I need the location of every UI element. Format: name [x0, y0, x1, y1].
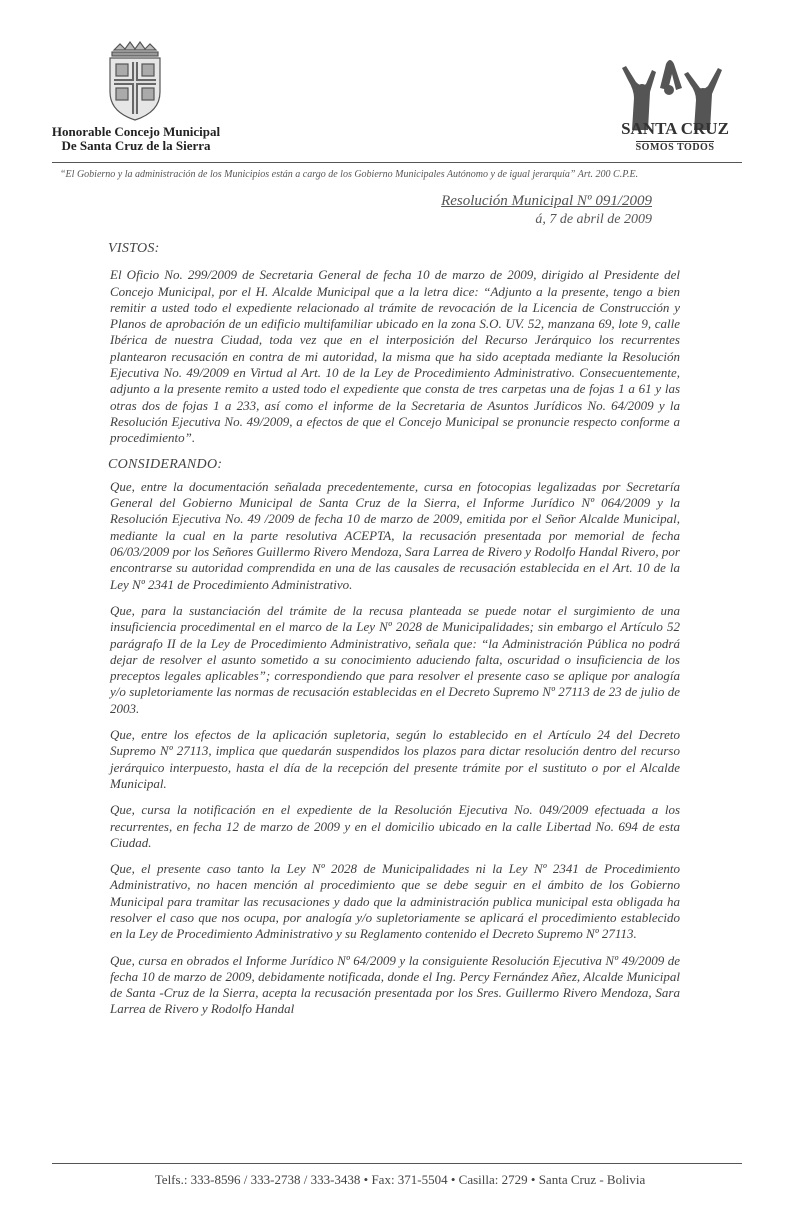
santa-cruz-brand: [610, 120, 740, 155]
footer-divider: [52, 1163, 742, 1164]
header-divider: [52, 162, 742, 163]
paragraph-considerando-5: Que, el presente caso tanto la Ley Nº 2028 de Municipalidades ni la Ley Nº 2341 de Procedimiento Administrativo, no hacen mención al procedimiento que se debe seguir en el ámbito de los Gobierno Municipal para tramitar las recusaciones y dado que la administración publica municipal esta obligada ha resolver el caso que nos ocupa, por analogía y/o supletoriamente se aplicará el procedimiento establecido en la Ley de Procedimiento Administrativo y su Reglamento contenido el Decreto Supremo Nº 27113.: [110, 861, 680, 942]
section-heading-vistos: VISTOS:: [108, 241, 160, 256]
council-name: [36, 125, 236, 153]
paragraph-considerando-2: Que, para la sustanciación del trámite de la recusa planteada se puede notar el surgimiento de una insuficiencia procedimental en el marco de la Ley Nº 2028 de Municipalidades; sin embargo el Artículo 52 parágrafo II de la Ley de Procedimiento Administrativo, señala que: “la Administración Pública no podrá dejar de resolver el asunto sometido a su conocimiento aduciendo falta, oscuridad o insuficiencia de los preceptos legales aplicables”; correspondiendo que para resolver el presente caso se aplique por analogía y/o supletoriamente las normas de recusación establecidas en el Decreto Supremo Nº 27113 de 23 de julio de 2003.: [110, 602, 680, 716]
brand-slogan: SOMOS TODOS: [635, 142, 715, 153]
document-body: [110, 241, 680, 1028]
resolution-date: á, 7 de abril de 2009: [535, 212, 652, 227]
municipal-crest-icon: [100, 36, 170, 124]
council-line-2: De Santa Cruz de la Sierra: [61, 138, 211, 153]
paragraph-considerando-4: Que, cursa la notificación en el expediente de la Resolución Ejecutiva No. 049/2009 efectuada a los recurrentes, en fecha 12 de marzo de 2009 y en el domicilio ubicado en la calle Libertad No. 694 de esta Ciudad.: [110, 802, 680, 850]
council-line-1: Honorable Concejo Municipal: [51, 124, 221, 139]
paragraph-vistos: El Oficio No. 299/2009 de Secretaria General de fecha 10 de marzo de 2009, dirigido al Presidente del Concejo Municipal, por el H. Alcalde Municipal que a la letra dice: “Adjunto a la presente, tengo a bien remitir a usted todo el expediente relacionado al trámite de revocación de la Licencia de Construcción y Planos de aprobación de un edificio multifamiliar ubicado en la zona S.O. UV. 52, manzana 69, lote 9, calle Ibérica de nuestra Ciudad, toda vez que en el interposición del Recurso Jerárquico los recurrentes plantearon recusación en contra de mi autoridad, la misma que ha sido aceptada mediante la Resolución Ejecutiva No. 49/2009 en Virtud al Art. 10 de la Ley de Procedimiento Administrativo. Consecuentemente, adjunto a la presente remito a usted todo el expediente que consta de tres carpetas una de fojas 1 a 61 y las otras dos de fojas 1 a 233, así como el informe de la Secretaria de Asuntos Jurídicos No. 64/2009 y la Resolución Ejecutiva No. 49/2009, a efectos de que el Concejo Municipal se pronuncie respecto conforme a procedimiento”.: [110, 267, 680, 446]
paragraph-considerando-3: Que, entre los efectos de la aplicación supletoria, según lo establecido en el Artículo 24 del Decreto Supremo Nº 27113, implica que quedarán suspendidos los plazos para dictar resolución dentro del recurso jerárquico interpuesto, hasta el día de la recepción del presente trámite por el sustituto o por el Alcalde Municipal.: [110, 727, 680, 791]
paragraph-considerando-1: Que, entre la documentación señalada precedentemente, cursa en fotocopias legalizadas por Secretaría General del Gobierno Municipal de Santa Cruz de la Sierra, el Informe Jurídico Nº 064/2009 y la Resolución Ejecutiva No. 49 /2009 de fecha 10 de marzo de 2009, emitida por el Señor Alcalde Municipal, mediante la cual en la parte resolutiva ACEPTA, la recusación presentada por memorial de fecha 06/03/2009 por los Señores Guillermo Rivero Mendoza, Sara Larrea de Rivero y Rodolfo Handal Rivero, por encontrarse su autoridad comprendida en una de las causales de recusación establecida en el Art. 10 de la Ley Nº 2341 de Procedimiento Administrativo.: [110, 478, 680, 592]
resolution-title: Resolución Municipal Nº 091/2009: [441, 193, 652, 209]
section-heading-considerando: CONSIDERANDO:: [108, 456, 223, 472]
constitutional-motto: “El Gobierno y la administración de los Municipios están a cargo de los Gobierno Municipales Autónomo y de igual jerarquía” Art. 200 C.P.E.: [60, 169, 639, 180]
santa-cruz-figures-icon: [612, 50, 732, 130]
paragraph-considerando-6: Que, cursa en obrados el Informe Jurídico Nº 64/2009 y la consiguiente Resolución Ejecutiva Nº 49/2009 de fecha 10 de marzo de 2009, debidamente notificada, donde el Ing. Percy Fernández Añez, Alcalde Municipal de Santa -Cruz de la Sierra, acepta la recusación presentada por los Sres. Guillermo Rivero Mendoza, Sara Larrea de Rivero y Rodolfo Handal: [110, 952, 680, 1017]
brand-name: SANTA CRUZ: [621, 119, 729, 138]
footer-contact: Telfs.: 333-8596 / 333-2738 / 333-3438 • Fax: 371-5504 • Casilla: 2729 • Santa Cruz - Bolivia: [154, 1172, 646, 1187]
